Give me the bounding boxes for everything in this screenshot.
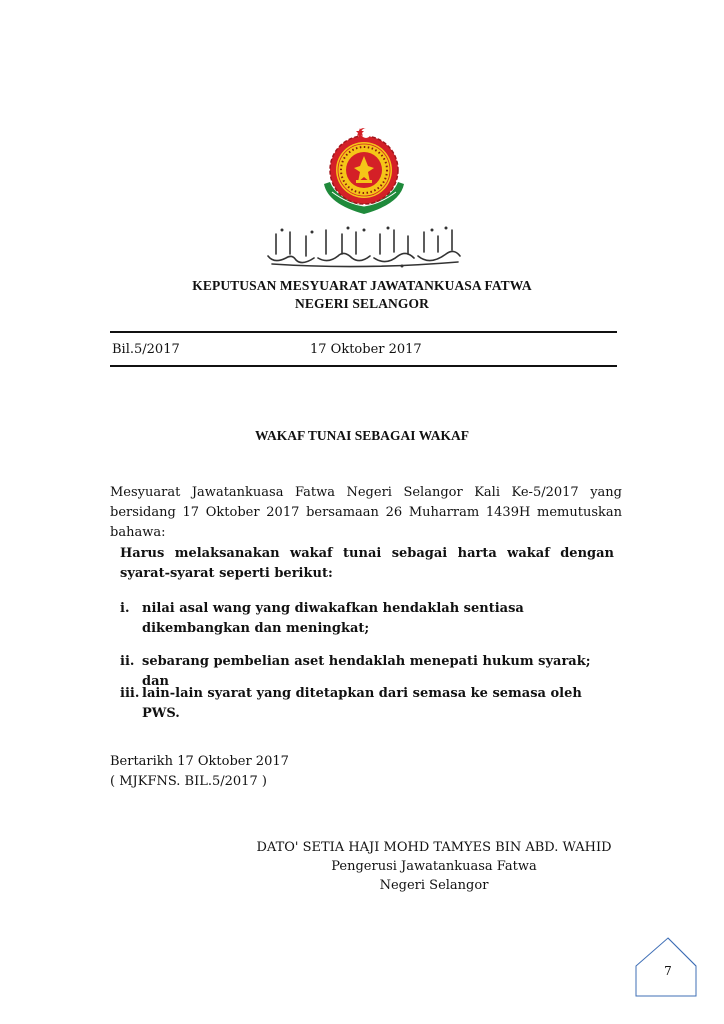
jawi-calligraphy-jabatan-mufti-icon — [262, 224, 466, 270]
signatory-position: Pengerusi Jawatankuasa Fatwa — [331, 859, 537, 874]
page-number: 7 — [664, 964, 672, 978]
reference-code: ( MJKFNS. BIL.5/2017 ) — [110, 774, 267, 789]
date-block — [110, 752, 289, 792]
condition-number: iii. — [120, 686, 140, 701]
divider-bottom — [110, 365, 617, 367]
condition-item — [120, 684, 620, 721]
reference-number: Bil.5/2017 — [112, 342, 180, 357]
intro-paragraph: Mesyuarat Jawatankuasa Fatwa Negeri Selangor Kali Ke-5/2017 yang bersidang 17 Oktober 2017 bersamaan 26 Muharram 1439H memutuskan bahawa: — [110, 485, 622, 540]
dated-line: Bertarikh 17 Oktober 2017 — [110, 754, 289, 769]
selangor-mufti-crest-icon — [318, 122, 410, 218]
condition-number: i. — [120, 601, 130, 616]
fatwa-subject: WAKAF TUNAI SEBAGAI WAKAF — [255, 428, 469, 443]
signatory-state: Negeri Selangor — [379, 878, 489, 893]
decision-paragraph: Harus melaksanakan wakaf tunai sebagai harta wakaf dengan syarat-syarat seperti berikut: — [120, 546, 614, 581]
reference-date: 17 Oktober 2017 — [310, 342, 422, 357]
condition-item — [120, 599, 620, 641]
signature-block — [240, 838, 628, 895]
condition-text: nilai asal wang yang diwakafkan hendaklah sentiasa dikembangkan dan meningkat; — [142, 601, 524, 636]
condition-number: ii. — [120, 654, 135, 669]
document-title-line-1: KEPUTUSAN MESYUARAT JAWATANKUASA FATWA — [192, 278, 532, 293]
divider-top — [110, 331, 617, 333]
condition-text: sebarang pembelian aset hendaklah menepati hukum syarak; dan — [142, 654, 591, 689]
signatory-name: DATO' SETIA HAJI MOHD TAMYES BIN ABD. WAHID — [256, 840, 612, 855]
condition-text: lain-lain syarat yang ditetapkan dari semasa ke semasa oleh PWS. — [142, 686, 582, 721]
condition-item — [120, 652, 620, 689]
document-title-line-2: NEGERI SELANGOR — [295, 296, 429, 311]
